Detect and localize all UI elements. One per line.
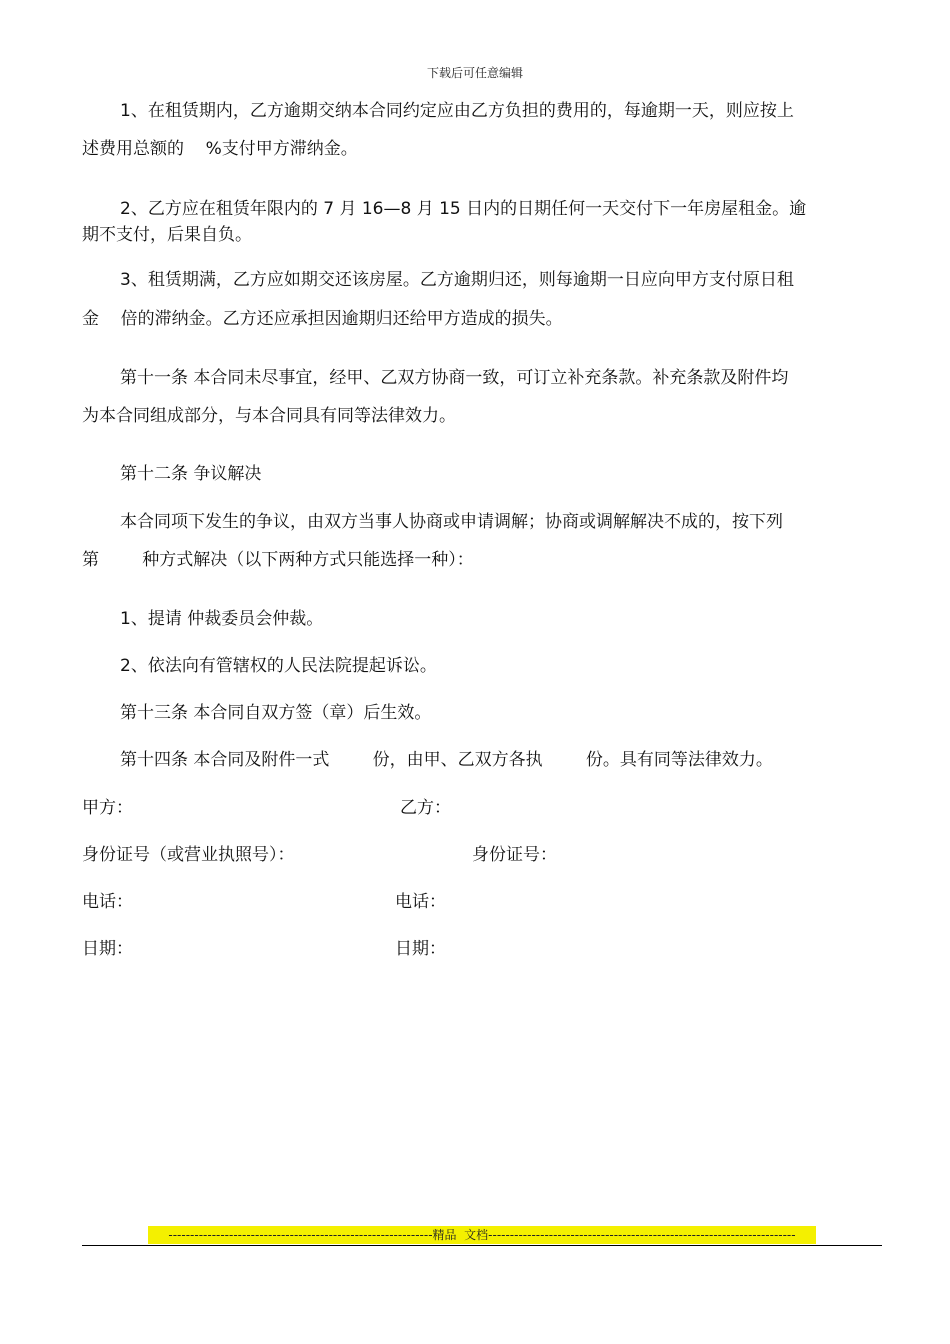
article-12-line-2: 第 种方式解决（以下两种方式只能选择一种）：	[82, 550, 474, 570]
article-14: 第十四条 本合同及附件一式 份，由甲、乙双方各执 份。具有同等法律效力。	[120, 750, 773, 770]
dispute-option-2: 2、依法向有管辖权的人民法院提起诉讼。	[120, 656, 437, 676]
clause-1-line-1: 1、在租赁期内，乙方逾期交纳本合同约定应由乙方负担的费用的，每逾期一天，则应按上	[120, 101, 794, 121]
clause-3-line-2: 金 倍的滞纳金。乙方还应承担因逾期归还给甲方造成的损失。	[82, 309, 563, 329]
article-13: 第十三条 本合同自双方签（章）后生效。	[120, 703, 432, 723]
party-b-label: 乙方：	[400, 798, 451, 818]
clause-2-line-2: 期不支付，后果自负。	[82, 225, 252, 245]
page-header: 下载后可任意编辑	[426, 66, 523, 80]
party-a-phone-label: 电话：	[82, 892, 133, 912]
article-12-line-1: 本合同项下发生的争议，由双方当事人协商或申请调解；协商或调解解决不成的，按下列	[120, 512, 783, 532]
article-12-title: 第十二条 争议解决	[120, 464, 262, 484]
party-a-id-label: 身份证号（或营业执照号）：	[82, 845, 295, 865]
clause-1-line-2: 述费用总额的 %支付甲方滞纳金。	[82, 139, 358, 159]
footer-divider	[82, 1245, 882, 1246]
party-b-id-label: 身份证号：	[472, 845, 557, 865]
party-b-date-label: 日期：	[395, 939, 446, 959]
footer-banner: -------------------------------------------------------------精品 文档-----------------------------------------------------------------------	[148, 1226, 816, 1244]
dispute-option-1: 1、提请 仲裁委员会仲裁。	[120, 609, 324, 629]
party-a-date-label: 日期：	[82, 939, 133, 959]
article-11-line-2: 为本合同组成部分，与本合同具有同等法律效力。	[82, 406, 456, 426]
party-a-label: 甲方：	[82, 798, 133, 818]
clause-2-line-1: 2、乙方应在租赁年限内的 7 月 16—8 月 15 日内的日期任何一天交付下一年房屋租金。逾	[120, 199, 807, 219]
party-b-phone-label: 电话：	[395, 892, 446, 912]
clause-3-line-1: 3、租赁期满，乙方应如期交还该房屋。乙方逾期归还，则每逾期一日应向甲方支付原日租	[120, 270, 794, 290]
article-11-line-1: 第十一条 本合同未尽事宜，经甲、乙双方协商一致，可订立补充条款。补充条款及附件均	[120, 368, 789, 388]
